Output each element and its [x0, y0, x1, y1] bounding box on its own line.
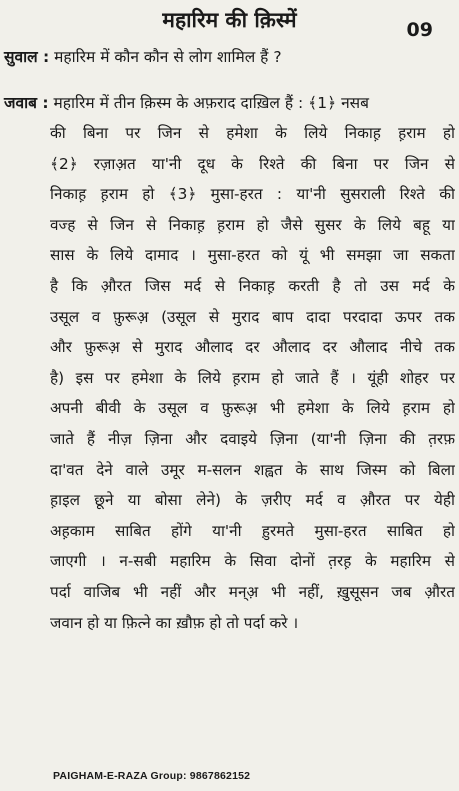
question-label: सुवाल :: [4, 48, 50, 66]
page-number: 09: [406, 19, 433, 41]
footer-contact: PAIGHAM-E-RAZA Group: 9867862152: [53, 770, 251, 782]
answer-line: अपनी बीवी के उसूल व फ़ुरूअ़ भी हमेशा के लिये ह़राम हो: [50, 399, 455, 418]
answer-line: जाते हैं नीज़ ज़िना और दवाइये ज़िना (या'नी ज़िना की त़रफ़: [50, 429, 455, 448]
answer-line: है) इस पर हमेशा के लिये ह़राम हो जाते हैं । यूंही शोहर पर: [50, 368, 455, 387]
answer-line: है कि औ़रत जिस मर्द से निकाह़ करती है तो उस मर्द के: [50, 276, 455, 295]
answer-line: वज्ह से जिन से निकाह़ ह़राम हो जैसे सुसर के लिये बहू या: [50, 215, 455, 234]
page-title: महारिम की क़िस्में: [162, 8, 297, 32]
answer-line: पर्दा वाजिब भी नहीं और मन्अ़ भी नहीं, ख़ुसूसन जब औ़रत: [50, 582, 455, 601]
answer-line: ह़ाइल छूने या बोसा लेने) के ज़रीए मर्द व औ़रत पर येही: [50, 491, 455, 510]
answer-line: की बिना पर जिन से हमेशा के लिये निकाह़ ह़राम हो: [50, 124, 455, 142]
answer-line: सास के लिये दामाद । मुसा-हरत को यूं भी समझा जा सकता: [50, 246, 455, 265]
answer-row: [4, 88, 454, 118]
question-text: महारिम में कौन कौन से लोग शामिल हैं ?: [54, 48, 282, 66]
answer-line: निकाह़ ह़राम हो ﴾3﴿ मुसा-हरत : या'नी सुसराली रिश्ते की: [50, 185, 455, 204]
question-row: [4, 42, 454, 72]
answer-first-line: महारिम में तीन क़िस्म के अफ़राद दाख़िल हैं : ﴾1﴿ नसब: [53, 94, 370, 112]
answer-line: ﴾2﴿ रज़ाअ़त या'नी दूध के रिश्ते की बिना पर जिन से: [50, 154, 455, 173]
answer-line: जाएगी । न-सबी महारिम के सिवा दोनों त़रह़ के महारिम से: [50, 552, 455, 571]
answer-line: जवान हो या फ़ित्ने का ख़ौफ़ हो तो पर्दा करे ।: [50, 613, 299, 632]
answer-body: [50, 118, 455, 638]
answer-label: जवाब :: [4, 94, 49, 112]
answer-line: और फ़ुरूअ़ से मुराद औलाद दर औलाद दर औलाद नीचे तक: [50, 338, 455, 357]
answer-line: अह़काम साबित होंगे या'नी ह़ुरमते मुसा-हरत साबित हो: [50, 521, 455, 540]
answer-line: उसूल व फ़ुरूअ़ (उसूल से मुराद बाप दादा परदादा ऊपर तक: [50, 307, 455, 326]
answer-line: दा'वत देने वाले उमूर म-सलन शह्वत के साथ जिस्म को बिला: [50, 460, 455, 479]
